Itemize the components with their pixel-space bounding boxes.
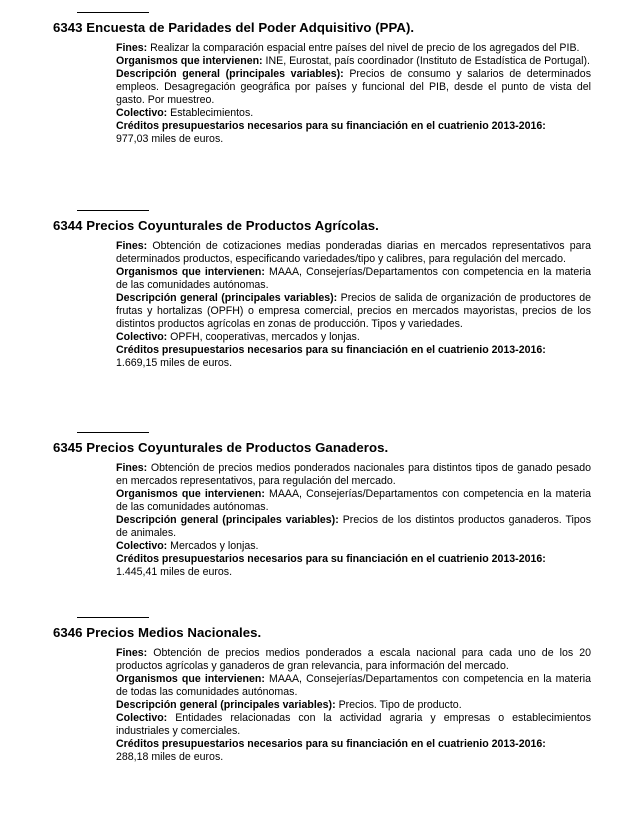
section-separator: [77, 210, 149, 211]
fines-paragraph: [116, 240, 591, 266]
entry-body: [116, 647, 591, 764]
descripcion-label: Descripción general (principales variables):: [116, 68, 344, 80]
creditos-paragraph: [116, 553, 591, 579]
organismos-label: Organismos que intervienen:: [116, 488, 265, 500]
entry-title: 6343 Encuesta de Paridades del Poder Adquisitivo (PPA).: [53, 20, 415, 35]
section-separator: [77, 432, 149, 433]
organismos-paragraph: [116, 488, 591, 514]
descripcion-text: Precios de salida de organización de productores de frutas y hortalizas (OPFH) o empresa comercial, precios en mercados mayoristas, precios de los distintos productos agrícolas en zonas de producción. Tipos y variedades.: [116, 292, 591, 330]
descripcion-text: Precios de consumo y salarios de determinados empleos. Desagregación geográfica por países y funcional del PIB, desde el punto de vista del gasto. Por muestreo.: [116, 68, 591, 106]
organismos-label: Organismos que intervienen:: [116, 55, 263, 67]
colectivo-paragraph: [116, 331, 591, 344]
creditos-text: 288,18 miles de euros.: [116, 751, 224, 763]
creditos-label: Créditos presupuestarios necesarios para su financiación en el cuatrienio 2013-2016:: [116, 553, 546, 565]
creditos-text: 1.669,15 miles de euros.: [116, 357, 233, 369]
fines-paragraph: [116, 647, 591, 673]
descripcion-label: Descripción general (principales variables):: [116, 699, 336, 711]
colectivo-paragraph: [116, 107, 591, 120]
organismos-paragraph: [116, 55, 591, 68]
creditos-label: Créditos presupuestarios necesarios para su financiación en el cuatrienio 2013-2016:: [116, 738, 546, 750]
colectivo-paragraph: [116, 712, 591, 738]
descripcion-label: Descripción general (principales variables):: [116, 292, 338, 304]
fines-paragraph: [116, 42, 591, 55]
organismos-label: Organismos que intervienen:: [116, 266, 265, 278]
descripcion-label: Descripción general (principales variables):: [116, 514, 339, 526]
organismos-text: MAAA, Consejerías/Departamentos con competencia en la materia de todas las comunidades autónomas.: [116, 673, 591, 698]
fines-paragraph: [116, 462, 591, 488]
organismos-text: MAAA, Consejerías/Departamentos con competencia en la materia de las comunidades autónomas.: [116, 488, 591, 513]
entry-body: [116, 240, 591, 370]
colectivo-label: Colectivo:: [116, 331, 168, 343]
organismos-label: Organismos que intervienen:: [116, 673, 265, 685]
colectivo-text: Mercados y lonjas.: [170, 540, 259, 552]
organismos-text: INE, Eurostat, país coordinador (Instituto de Estadística de Portugal).: [265, 55, 591, 67]
fines-text: Obtención de precios medios ponderados a escala nacional para cada uno de los 20 productos agrícolas y ganaderos de gran relevancia, para información del mercado.: [116, 647, 591, 672]
section-separator: [77, 617, 149, 618]
organismos-paragraph: [116, 266, 591, 292]
creditos-label: Créditos presupuestarios necesarios para su financiación en el cuatrienio 2013-2016:: [116, 120, 546, 132]
fines-label: Fines:: [116, 240, 148, 252]
fines-label: Fines:: [116, 42, 148, 54]
entry-title: 6344 Precios Coyunturales de Productos Agrícolas.: [53, 218, 379, 233]
section-separator: [77, 12, 149, 13]
colectivo-paragraph: [116, 540, 591, 553]
colectivo-label: Colectivo:: [116, 712, 168, 724]
descripcion-paragraph: [116, 68, 591, 107]
fines-text: Obtención de precios medios ponderados nacionales para distintos tipos de ganado pesado en mercados representativos, para regulación del mercado.: [116, 462, 591, 487]
colectivo-text: Entidades relacionadas con la actividad agraria y empresas o establecimientos industriales y comerciales.: [116, 712, 591, 737]
organismos-text: MAAA, Consejerías/Departamentos con competencia en la materia de las comunidades autónomas.: [116, 266, 591, 291]
descripcion-paragraph: [116, 699, 591, 712]
creditos-paragraph: [116, 738, 591, 764]
descripcion-text: Precios de los distintos productos ganaderos. Tipos de animales.: [116, 514, 591, 539]
fines-label: Fines:: [116, 462, 148, 474]
colectivo-text: Establecimientos.: [170, 107, 254, 119]
entry-body: [116, 42, 591, 146]
fines-label: Fines:: [116, 647, 148, 659]
fines-text: Realizar la comparación espacial entre países del nivel de precio de los agregados del PIB.: [150, 42, 580, 54]
organismos-paragraph: [116, 673, 591, 699]
colectivo-text: OPFH, cooperativas, mercados y lonjas.: [170, 331, 360, 343]
descripcion-paragraph: [116, 514, 591, 540]
entry-title: 6345 Precios Coyunturales de Productos Ganaderos.: [53, 440, 389, 455]
colectivo-label: Colectivo:: [116, 107, 168, 119]
entry-title: 6346 Precios Medios Nacionales.: [53, 625, 262, 640]
fines-text: Obtención de cotizaciones medias ponderadas diarias en mercados representativos para determinados productos, especificando variedades/tipo y calibres, para regulación del mercado.: [116, 240, 591, 265]
colectivo-label: Colectivo:: [116, 540, 168, 552]
descripcion-text: Precios. Tipo de producto.: [338, 699, 462, 711]
creditos-text: 1.445,41 miles de euros.: [116, 566, 233, 578]
creditos-label: Créditos presupuestarios necesarios para su financiación en el cuatrienio 2013-2016:: [116, 344, 546, 356]
creditos-paragraph: [116, 120, 591, 146]
descripcion-paragraph: [116, 292, 591, 331]
creditos-text: 977,03 miles de euros.: [116, 133, 224, 145]
entry-body: [116, 462, 591, 579]
creditos-paragraph: [116, 344, 591, 370]
